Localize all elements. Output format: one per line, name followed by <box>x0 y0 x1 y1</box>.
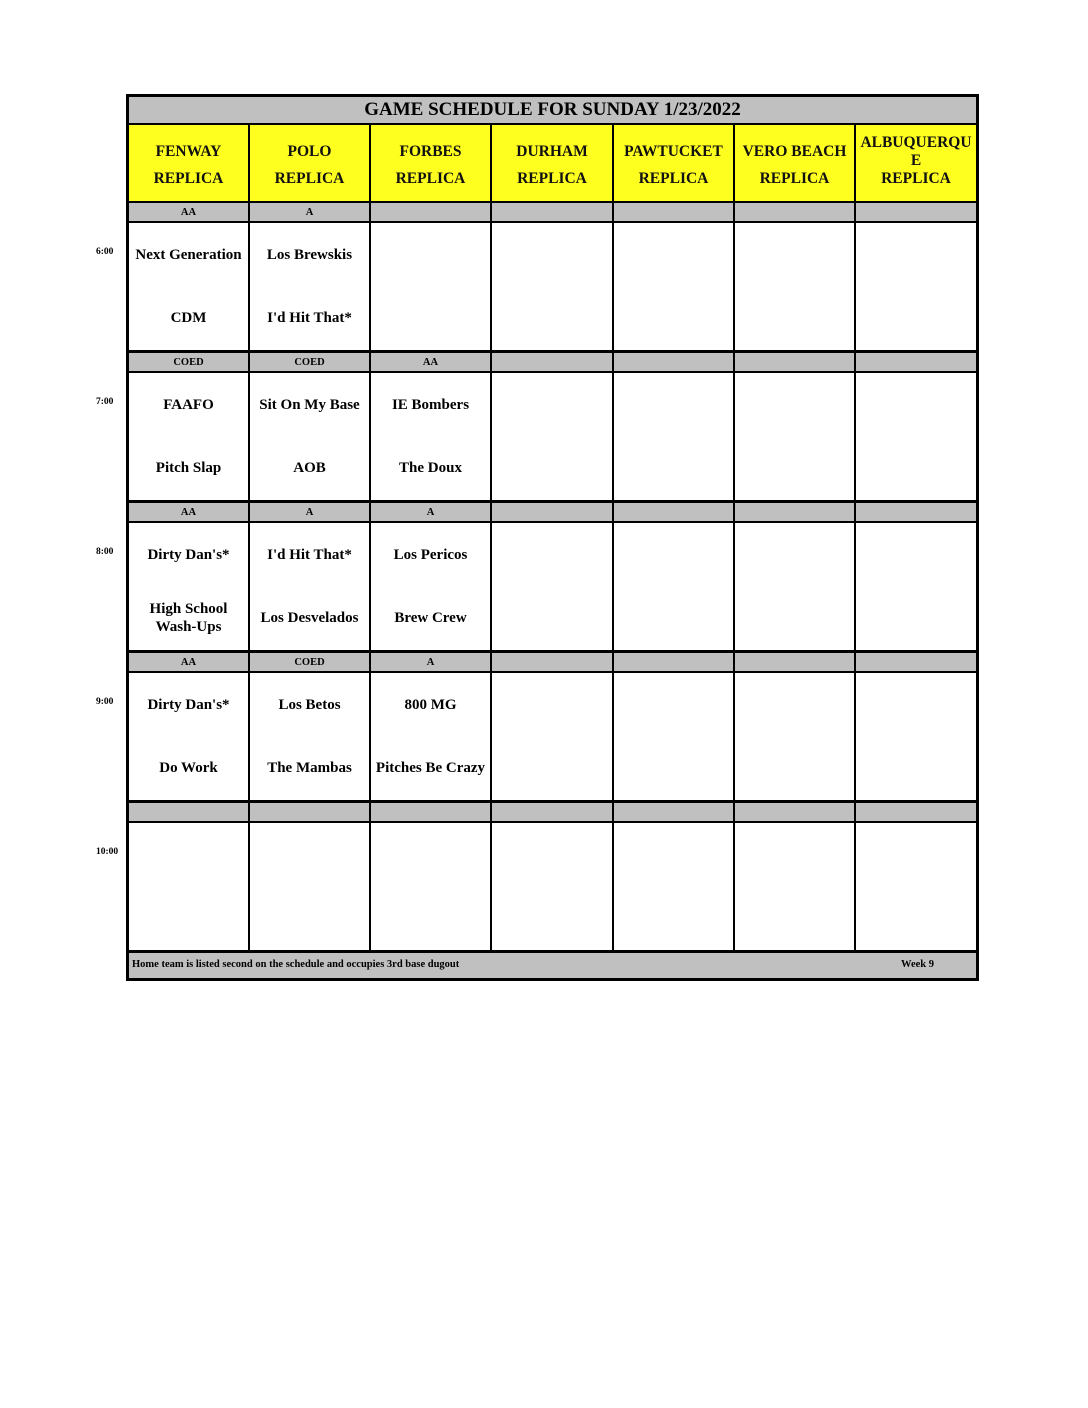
away-team <box>550 523 554 587</box>
game-cell <box>856 823 976 950</box>
away-team <box>793 523 797 587</box>
away-team <box>550 223 554 287</box>
game-cell <box>129 673 250 800</box>
away-team <box>550 673 554 737</box>
league-cell <box>371 803 492 821</box>
home-team <box>793 887 797 951</box>
home-team <box>550 587 554 651</box>
venue-header-pawtucket <box>614 125 735 201</box>
league-cell <box>614 503 735 521</box>
away-team <box>672 373 676 437</box>
league-cell <box>614 803 735 821</box>
away-team <box>914 373 918 437</box>
time-label: 10:00 <box>96 847 119 857</box>
game-cell <box>250 523 371 650</box>
venue-sub: REPLICA <box>153 170 224 188</box>
away-team <box>550 373 554 437</box>
game-cell <box>250 373 371 500</box>
league-row <box>129 653 976 673</box>
league-row <box>129 203 976 223</box>
venue-name-wrapped: ALBUQUERQU E <box>860 134 972 170</box>
week-label: Week 9 <box>901 959 934 970</box>
venue-sub: REPLICA <box>759 170 830 188</box>
away-team <box>914 223 918 287</box>
league-cell: A <box>371 503 492 521</box>
away-team: I'd Hit That* <box>267 546 352 563</box>
home-team <box>914 287 918 351</box>
game-cell <box>492 223 614 350</box>
away-team: Dirty Dan's* <box>147 546 230 563</box>
venue-sub: REPLICA <box>517 170 587 188</box>
game-cell <box>735 373 856 500</box>
away-team <box>914 673 918 737</box>
venue-name: DURHAM <box>516 143 588 161</box>
game-cell <box>129 223 250 350</box>
away-team <box>914 523 918 587</box>
game-row <box>129 223 976 353</box>
league-cell <box>856 503 976 521</box>
home-team: Pitch Slap <box>155 460 222 477</box>
venue-name: POLO <box>287 143 332 161</box>
away-team <box>793 223 797 287</box>
game-row <box>129 373 976 503</box>
home-team <box>429 887 433 951</box>
game-cell <box>492 373 614 500</box>
game-cell <box>614 673 735 800</box>
game-cell <box>735 523 856 650</box>
home-team <box>550 287 554 351</box>
league-cell <box>250 803 371 821</box>
away-team: Los Betos <box>278 696 341 713</box>
game-row <box>129 823 976 953</box>
home-team: Pitches Be Crazy <box>375 760 486 777</box>
game-cell <box>250 223 371 350</box>
home-team: Brew Crew <box>394 610 467 627</box>
away-team: Next Generation <box>135 246 242 263</box>
league-cell <box>371 203 492 221</box>
league-cell <box>735 353 856 371</box>
away-team <box>550 823 554 887</box>
away-team <box>793 823 797 887</box>
venue-header-forbes <box>371 125 492 201</box>
away-team <box>914 823 918 887</box>
away-team <box>308 823 312 887</box>
game-cell <box>856 223 976 350</box>
venue-header-durham <box>492 125 614 201</box>
home-team <box>429 287 433 351</box>
home-team <box>550 437 554 501</box>
game-cell <box>492 673 614 800</box>
away-team: IE Bombers <box>391 396 470 413</box>
away-team <box>672 673 676 737</box>
home-team <box>914 437 918 501</box>
league-cell <box>614 203 735 221</box>
game-cell <box>250 673 371 800</box>
league-cell <box>856 353 976 371</box>
league-cell: COED <box>250 353 371 371</box>
venue-header-row <box>129 125 976 203</box>
league-cell <box>735 203 856 221</box>
home-team <box>672 287 676 351</box>
league-cell: AA <box>129 653 250 671</box>
game-cell <box>614 373 735 500</box>
away-team <box>187 823 191 887</box>
time-label: 7:00 <box>96 397 114 407</box>
league-cell <box>492 203 614 221</box>
game-cell <box>856 673 976 800</box>
league-cell <box>492 653 614 671</box>
venue-name: VERO BEACH <box>742 143 847 161</box>
away-team <box>793 673 797 737</box>
home-team <box>550 737 554 801</box>
home-team <box>793 437 797 501</box>
away-team <box>672 823 676 887</box>
game-cell <box>250 823 371 950</box>
league-cell <box>492 503 614 521</box>
game-cell <box>129 823 250 950</box>
league-cell: COED <box>129 353 250 371</box>
league-cell <box>735 503 856 521</box>
game-cell <box>492 823 614 950</box>
home-team <box>672 737 676 801</box>
schedule-table <box>126 94 979 981</box>
home-team <box>672 887 676 951</box>
game-cell <box>856 373 976 500</box>
league-row <box>129 503 976 523</box>
game-cell <box>371 823 492 950</box>
league-row <box>129 803 976 823</box>
home-team <box>187 887 191 951</box>
game-cell <box>735 823 856 950</box>
venue-name: PAWTUCKET <box>624 143 723 161</box>
time-label: 8:00 <box>96 547 114 557</box>
game-row <box>129 523 976 653</box>
game-cell <box>129 523 250 650</box>
time-label: 9:00 <box>96 697 114 707</box>
game-cell <box>371 373 492 500</box>
game-cell <box>371 673 492 800</box>
league-cell <box>856 203 976 221</box>
game-cell <box>371 223 492 350</box>
league-cell: A <box>250 203 371 221</box>
game-cell <box>614 823 735 950</box>
away-team <box>672 523 676 587</box>
league-cell: COED <box>250 653 371 671</box>
venue-name: FENWAY <box>155 143 222 161</box>
venue-header-albuquerque <box>856 125 976 201</box>
home-team: High School Wash-Ups <box>149 601 228 636</box>
home-team: Los Desvelados <box>260 610 359 627</box>
home-team <box>672 437 676 501</box>
league-cell <box>492 803 614 821</box>
schedule-title: GAME SCHEDULE FOR SUNDAY 1/23/2022 <box>129 97 976 125</box>
home-team: CDM <box>170 310 207 327</box>
venue-sub: REPLICA <box>638 170 709 188</box>
league-cell <box>735 653 856 671</box>
home-team-note: Home team is listed second on the schedule and occupies 3rd base dugout <box>132 959 460 970</box>
league-cell: AA <box>371 353 492 371</box>
venue-sub: REPLICA <box>395 170 466 188</box>
away-team: Sit On My Base <box>259 396 360 413</box>
game-cell <box>614 523 735 650</box>
game-row <box>129 673 976 803</box>
away-team: Los Pericos <box>393 546 468 563</box>
home-team <box>914 887 918 951</box>
league-cell: AA <box>129 503 250 521</box>
league-cell: A <box>371 653 492 671</box>
venue-sub: REPLICA <box>274 170 345 188</box>
venue-sub: REPLICA <box>881 170 951 188</box>
footer-bar <box>129 953 976 978</box>
league-cell <box>614 353 735 371</box>
league-cell: A <box>250 503 371 521</box>
game-cell <box>614 223 735 350</box>
home-team <box>914 587 918 651</box>
away-team: FAAFO <box>163 396 214 413</box>
away-team: Dirty Dan's* <box>147 696 230 713</box>
venue-header-vero-beach <box>735 125 856 201</box>
league-cell <box>129 803 250 821</box>
game-cell <box>735 673 856 800</box>
home-team: The Doux <box>399 460 462 477</box>
home-team: I'd Hit That* <box>267 310 352 327</box>
home-team <box>793 287 797 351</box>
league-cell: AA <box>129 203 250 221</box>
away-team: Los Brewskis <box>266 246 353 263</box>
venue-header-polo <box>250 125 371 201</box>
away-team <box>672 223 676 287</box>
home-team: Do Work <box>159 760 218 777</box>
game-cell <box>129 373 250 500</box>
game-cell <box>856 523 976 650</box>
league-cell <box>856 803 976 821</box>
league-cell <box>492 353 614 371</box>
away-team: 800 MG <box>404 696 457 713</box>
league-cell <box>856 653 976 671</box>
home-team <box>914 737 918 801</box>
home-team: The Mambas <box>267 760 352 777</box>
away-team <box>793 373 797 437</box>
venue-header-fenway <box>129 125 250 201</box>
league-row <box>129 353 976 373</box>
home-team <box>793 587 797 651</box>
time-slots <box>129 203 976 953</box>
time-label: 6:00 <box>96 247 114 257</box>
game-cell <box>371 523 492 650</box>
home-team <box>550 887 554 951</box>
home-team <box>793 737 797 801</box>
game-cell <box>735 223 856 350</box>
venue-name: FORBES <box>399 143 462 161</box>
away-team <box>429 223 433 287</box>
league-cell <box>614 653 735 671</box>
home-team <box>672 587 676 651</box>
away-team <box>429 823 433 887</box>
game-cell <box>492 523 614 650</box>
home-team: AOB <box>293 460 326 477</box>
league-cell <box>735 803 856 821</box>
home-team <box>308 887 312 951</box>
